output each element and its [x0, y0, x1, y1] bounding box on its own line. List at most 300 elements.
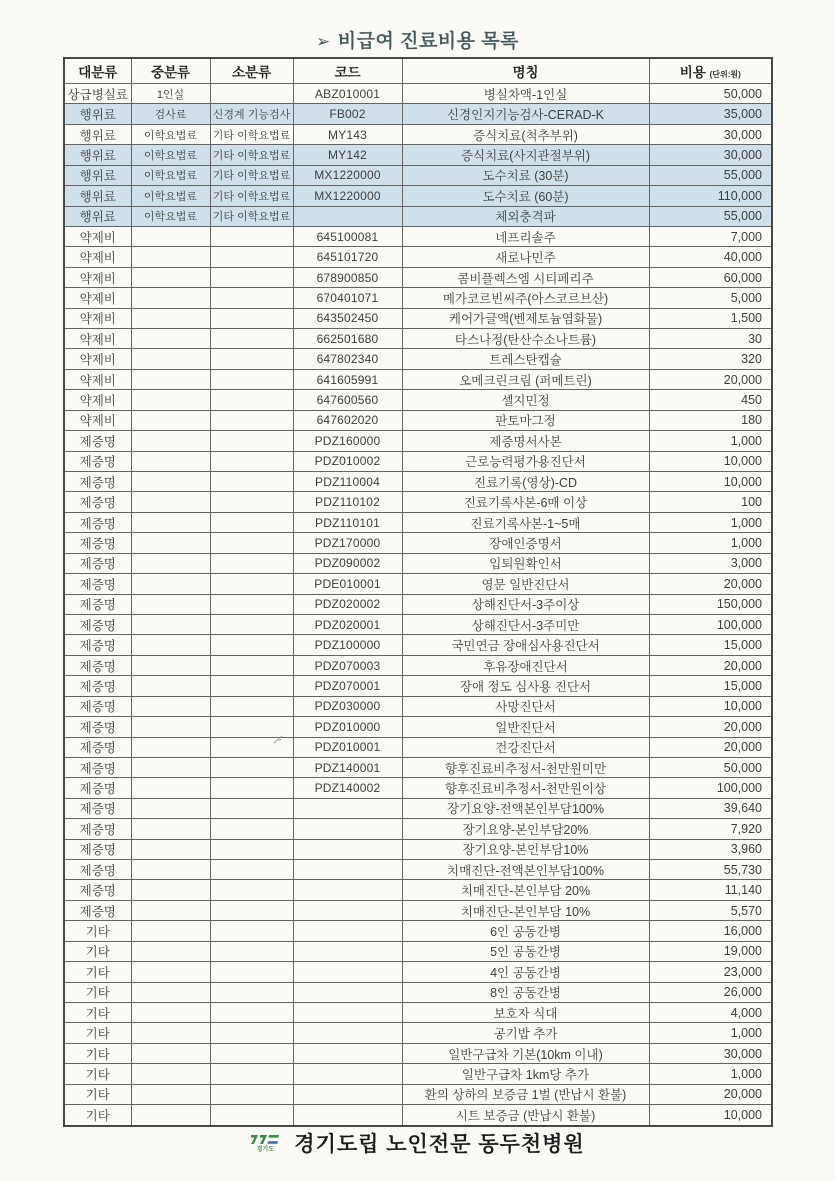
cell-code: 645100081 [293, 226, 402, 246]
cell-sub-category [210, 614, 293, 634]
cell-sub-category [210, 308, 293, 328]
cell-category: 기타 [64, 921, 131, 941]
cell-price: 1,000 [649, 533, 772, 553]
cell-code: PDZ100000 [293, 635, 402, 655]
cell-category: 제증명 [64, 492, 131, 512]
table-row [64, 1023, 772, 1043]
cell-code [293, 880, 402, 900]
cell-code: MY143 [293, 124, 402, 144]
cell-sub-category [210, 717, 293, 737]
cell-name: 8인 공동간병 [402, 982, 649, 1002]
cell-category: 기타 [64, 962, 131, 982]
cell-price: 35,000 [649, 104, 772, 124]
table-row [64, 737, 772, 757]
cell-sub-category [210, 757, 293, 777]
col-header-name [402, 58, 649, 84]
fee-table-body [64, 84, 772, 1127]
cell-name: 향후진료비추정서-천만원미만 [402, 757, 649, 777]
table-row [64, 614, 772, 634]
cell-sub-category [210, 921, 293, 941]
cell-code: PDZ110101 [293, 512, 402, 532]
cell-price: 60,000 [649, 267, 772, 287]
cell-name: 케어가글액(벤제토늄염화물) [402, 308, 649, 328]
cell-price: 55,000 [649, 206, 772, 226]
cell-price: 55,000 [649, 165, 772, 185]
cell-category: 제증명 [64, 880, 131, 900]
cell-price: 7,920 [649, 819, 772, 839]
cell-sub-category [210, 982, 293, 1002]
cell-price: 5,000 [649, 288, 772, 308]
table-row [64, 1105, 772, 1126]
cell-code: PDZ020001 [293, 614, 402, 634]
table-row [64, 757, 772, 777]
cell-price: 20,000 [649, 655, 772, 675]
title-arrow-icon: ➢ [316, 32, 331, 51]
cell-price: 20,000 [649, 369, 772, 389]
cell-sub-category [210, 226, 293, 246]
cell-category: 제증명 [64, 655, 131, 675]
table-row [64, 369, 772, 389]
cell-name: 치매진단-전액본인부담100% [402, 860, 649, 880]
cell-code: 643502450 [293, 308, 402, 328]
cell-name: 장애 정도 심사용 진단서 [402, 676, 649, 696]
table-row [64, 431, 772, 451]
cell-name: 4인 공동간병 [402, 962, 649, 982]
cell-code: PDZ030000 [293, 696, 402, 716]
cell-code: MY142 [293, 145, 402, 165]
cell-mid-category [131, 574, 210, 594]
cell-category: 약제비 [64, 329, 131, 349]
cell-name: 5인 공동간병 [402, 941, 649, 961]
cell-category: 약제비 [64, 267, 131, 287]
cell-category: 약제비 [64, 247, 131, 267]
table-row [64, 900, 772, 920]
cell-mid-category: 검사료 [131, 104, 210, 124]
table-row [64, 124, 772, 144]
cell-sub-category [210, 349, 293, 369]
cell-name: 공기밥 추가 [402, 1023, 649, 1043]
cell-mid-category [131, 451, 210, 471]
col-header-name-label: 명칭 [512, 65, 539, 80]
cell-category: 기타 [64, 982, 131, 1002]
cell-sub-category [210, 696, 293, 716]
table-row [64, 921, 772, 941]
cell-mid-category [131, 676, 210, 696]
cell-category: 제증명 [64, 635, 131, 655]
cell-mid-category [131, 941, 210, 961]
cell-sub-category [210, 390, 293, 410]
cell-mid-category: 이학요법료 [131, 165, 210, 185]
cell-sub-category: 기타 이학요법료 [210, 124, 293, 144]
cell-code: 670401071 [293, 288, 402, 308]
cell-mid-category [131, 798, 210, 818]
cell-mid-category [131, 431, 210, 451]
cell-code: PDZ110102 [293, 492, 402, 512]
table-row [64, 574, 772, 594]
table-row [64, 84, 772, 104]
cell-price: 39,640 [649, 798, 772, 818]
cell-code [293, 798, 402, 818]
cell-sub-category [210, 962, 293, 982]
cell-code: PDZ170000 [293, 533, 402, 553]
cell-mid-category [131, 349, 210, 369]
cell-code [293, 900, 402, 920]
cell-price: 11,140 [649, 880, 772, 900]
cell-name: 시트 보증금 (반납시 환불) [402, 1105, 649, 1126]
cell-code [293, 941, 402, 961]
col-header-code-label: 코드 [334, 65, 361, 80]
cell-mid-category [131, 594, 210, 614]
cell-sub-category [210, 472, 293, 492]
cell-price: 100 [649, 492, 772, 512]
cell-name: 콤비플렉스엠 시티페리주 [402, 267, 649, 287]
cell-mid-category [131, 369, 210, 389]
fee-table-header [64, 58, 772, 84]
cell-name: 사망진단서 [402, 696, 649, 716]
cell-name: 장기요양-본인부담10% [402, 839, 649, 859]
table-row [64, 696, 772, 716]
cell-name: 치매진단-본인부담 10% [402, 900, 649, 920]
cell-name: 진료기록사본-1~5매 [402, 512, 649, 532]
cell-price: 50,000 [649, 757, 772, 777]
table-row [64, 288, 772, 308]
cell-code [293, 1002, 402, 1022]
table-row [64, 533, 772, 553]
cell-mid-category [131, 329, 210, 349]
cell-category: 제증명 [64, 512, 131, 532]
cell-sub-category [210, 1084, 293, 1104]
cell-sub-category [210, 737, 293, 757]
cell-price: 50,000 [649, 84, 772, 104]
hospital-name: 경기도립 노인전문 동두천병원 [294, 1133, 585, 1156]
cell-sub-category [210, 798, 293, 818]
cell-code: PDZ070001 [293, 676, 402, 696]
cell-sub-category [210, 635, 293, 655]
cell-category: 제증명 [64, 451, 131, 471]
cell-sub-category [210, 941, 293, 961]
cell-category: 제증명 [64, 860, 131, 880]
table-row [64, 553, 772, 573]
table-row [64, 267, 772, 287]
cell-sub-category [210, 329, 293, 349]
cell-category: 약제비 [64, 308, 131, 328]
cell-price: 26,000 [649, 982, 772, 1002]
cell-name: 메가코르빈씨주(아스코르브산) [402, 288, 649, 308]
cell-name: 후유장애진단서 [402, 655, 649, 675]
table-row [64, 655, 772, 675]
cell-price: 20,000 [649, 1084, 772, 1104]
table-row [64, 512, 772, 532]
cell-price: 1,000 [649, 431, 772, 451]
cell-mid-category [131, 410, 210, 430]
cell-name: 새로나민주 [402, 247, 649, 267]
cell-category: 약제비 [64, 349, 131, 369]
table-row [64, 778, 772, 798]
cell-price: 110,000 [649, 186, 772, 206]
cell-mid-category [131, 1023, 210, 1043]
cell-category: 제증명 [64, 696, 131, 716]
cell-price: 1,000 [649, 512, 772, 532]
cell-sub-category [210, 492, 293, 512]
cell-price: 3,960 [649, 839, 772, 859]
col-header-mid-label: 중분류 [150, 65, 191, 80]
cell-code: FB002 [293, 104, 402, 124]
cell-mid-category [131, 1002, 210, 1022]
cell-price: 30,000 [649, 124, 772, 144]
cell-category: 제증명 [64, 839, 131, 859]
cell-name: 장애인증명서 [402, 533, 649, 553]
table-row [64, 390, 772, 410]
cell-category: 기타 [64, 941, 131, 961]
cell-sub-category [210, 369, 293, 389]
cell-category: 약제비 [64, 390, 131, 410]
cell-mid-category [131, 696, 210, 716]
cell-sub-category [210, 247, 293, 267]
cell-category: 기타 [64, 1105, 131, 1126]
cell-code [293, 839, 402, 859]
cell-sub-category [210, 676, 293, 696]
col-header-category [64, 58, 131, 84]
cell-sub-category [210, 431, 293, 451]
cell-category: 기타 [64, 1084, 131, 1104]
cell-name: 근로능력평가용진단서 [402, 451, 649, 471]
cell-sub-category [210, 574, 293, 594]
cell-code: PDE010001 [293, 574, 402, 594]
cell-price: 1,500 [649, 308, 772, 328]
cell-mid-category [131, 921, 210, 941]
cell-name: 입퇴원확인서 [402, 553, 649, 573]
cell-name: 향후진료비추정서-천만원이상 [402, 778, 649, 798]
cell-price: 20,000 [649, 574, 772, 594]
col-header-sub-label: 소분류 [231, 65, 272, 80]
page-title-text: 비급여 진료비용 목록 [337, 31, 519, 52]
cell-sub-category [210, 778, 293, 798]
cell-category: 제증명 [64, 553, 131, 573]
cell-sub-category [210, 839, 293, 859]
cell-sub-category [210, 1043, 293, 1063]
cell-sub-category: 기타 이학요법료 [210, 145, 293, 165]
table-row [64, 1043, 772, 1063]
cell-mid-category [131, 860, 210, 880]
cell-category: 행위료 [64, 165, 131, 185]
cell-name: 장기요양-본인부담20% [402, 819, 649, 839]
cell-category: 제증명 [64, 676, 131, 696]
col-header-mid [131, 58, 210, 84]
cell-code [293, 206, 402, 226]
cell-name: 건강진단서 [402, 737, 649, 757]
table-row [64, 1084, 772, 1104]
cell-category: 제증명 [64, 472, 131, 492]
cell-code: 647602020 [293, 410, 402, 430]
cell-category: 기타 [64, 1064, 131, 1084]
cell-category: 상급병실료 [64, 84, 131, 104]
cell-price: 15,000 [649, 676, 772, 696]
table-row [64, 1002, 772, 1022]
cell-mid-category: 이학요법료 [131, 206, 210, 226]
cell-price: 180 [649, 410, 772, 430]
cell-name: 국민연금 장애심사용진단서 [402, 635, 649, 655]
cell-mid-category [131, 533, 210, 553]
cell-price: 4,000 [649, 1002, 772, 1022]
cell-mid-category [131, 308, 210, 328]
col-header-sub [210, 58, 293, 84]
cell-code: PDZ010002 [293, 451, 402, 471]
cell-name: 도수치료 (30분) [402, 165, 649, 185]
cell-mid-category [131, 553, 210, 573]
cell-category: 제증명 [64, 819, 131, 839]
cell-name: 상해진단서-3주미만 [402, 614, 649, 634]
cell-mid-category [131, 247, 210, 267]
table-row [64, 410, 772, 430]
col-header-price-label: 비용 [679, 65, 706, 80]
cell-mid-category [131, 982, 210, 1002]
cell-sub-category [210, 451, 293, 471]
cell-name: 진료기록(영상)-CD [402, 472, 649, 492]
cell-code: PDZ070003 [293, 655, 402, 675]
cell-mid-category [131, 839, 210, 859]
table-row [64, 472, 772, 492]
cell-name: 치매진단-본인부담 20% [402, 880, 649, 900]
cell-name: 장기요양-전액본인부담100% [402, 798, 649, 818]
cell-name: 보호자 식대 [402, 1002, 649, 1022]
cell-code [293, 1043, 402, 1063]
cell-code: MX1220000 [293, 186, 402, 206]
table-row [64, 819, 772, 839]
cell-code: 647802340 [293, 349, 402, 369]
cell-sub-category [210, 288, 293, 308]
table-row [64, 717, 772, 737]
cell-category: 제증명 [64, 614, 131, 634]
cell-category: 제증명 [64, 533, 131, 553]
table-row [64, 880, 772, 900]
cell-sub-category [210, 1105, 293, 1126]
cell-mid-category: 1인실 [131, 84, 210, 104]
cell-code: 647600560 [293, 390, 402, 410]
cell-mid-category [131, 267, 210, 287]
cell-name: 6인 공동간병 [402, 921, 649, 941]
cell-name: 판토마그정 [402, 410, 649, 430]
cell-code: PDZ020002 [293, 594, 402, 614]
cell-price: 23,000 [649, 962, 772, 982]
cell-price: 7,000 [649, 226, 772, 246]
cell-sub-category [210, 880, 293, 900]
cell-price: 10,000 [649, 1105, 772, 1126]
cell-code: 662501680 [293, 329, 402, 349]
cell-code: PDZ140001 [293, 757, 402, 777]
cell-name: 신경인지기능검사-CERAD-K [402, 104, 649, 124]
cell-mid-category [131, 390, 210, 410]
cell-category: 기타 [64, 1023, 131, 1043]
cell-code [293, 860, 402, 880]
cell-category: 제증명 [64, 717, 131, 737]
cell-code [293, 921, 402, 941]
cell-price: 30 [649, 329, 772, 349]
cell-price: 1,000 [649, 1023, 772, 1043]
cell-code: MX1220000 [293, 165, 402, 185]
cell-code [293, 1084, 402, 1104]
cell-mid-category [131, 614, 210, 634]
table-row [64, 1064, 772, 1084]
cell-code [293, 982, 402, 1002]
table-row [64, 451, 772, 471]
cell-name: 환의 상하의 보증금 1벌 (반납시 환불) [402, 1084, 649, 1104]
cell-name: 증식치료(사지관절부위) [402, 145, 649, 165]
cell-name: 오메크린크림 (퍼메트린) [402, 369, 649, 389]
cell-price: 30,000 [649, 145, 772, 165]
cell-name: 타스나정(탄산수소나트륨) [402, 329, 649, 349]
cell-sub-category [210, 860, 293, 880]
cell-name: 체외충격파 [402, 206, 649, 226]
cell-code: PDZ010001 [293, 737, 402, 757]
cell-name: 제증명서사본 [402, 431, 649, 451]
cell-code: PDZ160000 [293, 431, 402, 451]
cell-mid-category [131, 472, 210, 492]
table-row [64, 941, 772, 961]
table-row [64, 982, 772, 1002]
cell-category: 제증명 [64, 594, 131, 614]
cell-mid-category: 이학요법료 [131, 186, 210, 206]
col-header-category-label: 대분류 [78, 65, 118, 80]
cell-price: 15,000 [649, 635, 772, 655]
cell-mid-category [131, 962, 210, 982]
cell-mid-category [131, 778, 210, 798]
table-row [64, 676, 772, 696]
cell-code [293, 1023, 402, 1043]
cell-sub-category [210, 1002, 293, 1022]
table-row [64, 165, 772, 185]
table-row [64, 104, 772, 124]
cell-code: 678900850 [293, 267, 402, 287]
col-header-code [293, 58, 402, 84]
header-row [64, 58, 772, 84]
cell-category: 제증명 [64, 757, 131, 777]
cell-price: 320 [649, 349, 772, 369]
cell-name: 진료기록사본-6매 이상 [402, 492, 649, 512]
cell-sub-category: 기타 이학요법료 [210, 206, 293, 226]
cell-category: 제증명 [64, 778, 131, 798]
cell-name: 트레스탄캡슐 [402, 349, 649, 369]
col-header-price [649, 58, 772, 84]
cell-mid-category [131, 717, 210, 737]
cell-category: 행위료 [64, 206, 131, 226]
cell-price: 10,000 [649, 472, 772, 492]
cell-mid-category [131, 1105, 210, 1126]
cell-category: 기타 [64, 1002, 131, 1022]
gyeonggi-logo-icon [250, 1133, 280, 1146]
table-row [64, 962, 772, 982]
cell-sub-category [210, 1023, 293, 1043]
cell-sub-category [210, 655, 293, 675]
cell-sub-category [210, 1064, 293, 1084]
cell-price: 40,000 [649, 247, 772, 267]
cell-category: 제증명 [64, 900, 131, 920]
cell-mid-category [131, 655, 210, 675]
cell-category: 행위료 [64, 104, 131, 124]
cell-name: 증식치료(척추부위) [402, 124, 649, 144]
table-row [64, 308, 772, 328]
table-row [64, 145, 772, 165]
cell-mid-category [131, 635, 210, 655]
cell-price: 450 [649, 390, 772, 410]
cell-name: 일반구급차 1km당 추가 [402, 1064, 649, 1084]
cell-price: 5,570 [649, 900, 772, 920]
cell-mid-category [131, 1064, 210, 1084]
cell-category: 기타 [64, 1043, 131, 1063]
table-row [64, 798, 772, 818]
cell-price: 100,000 [649, 614, 772, 634]
cell-category: 행위료 [64, 145, 131, 165]
page-title [0, 26, 835, 53]
